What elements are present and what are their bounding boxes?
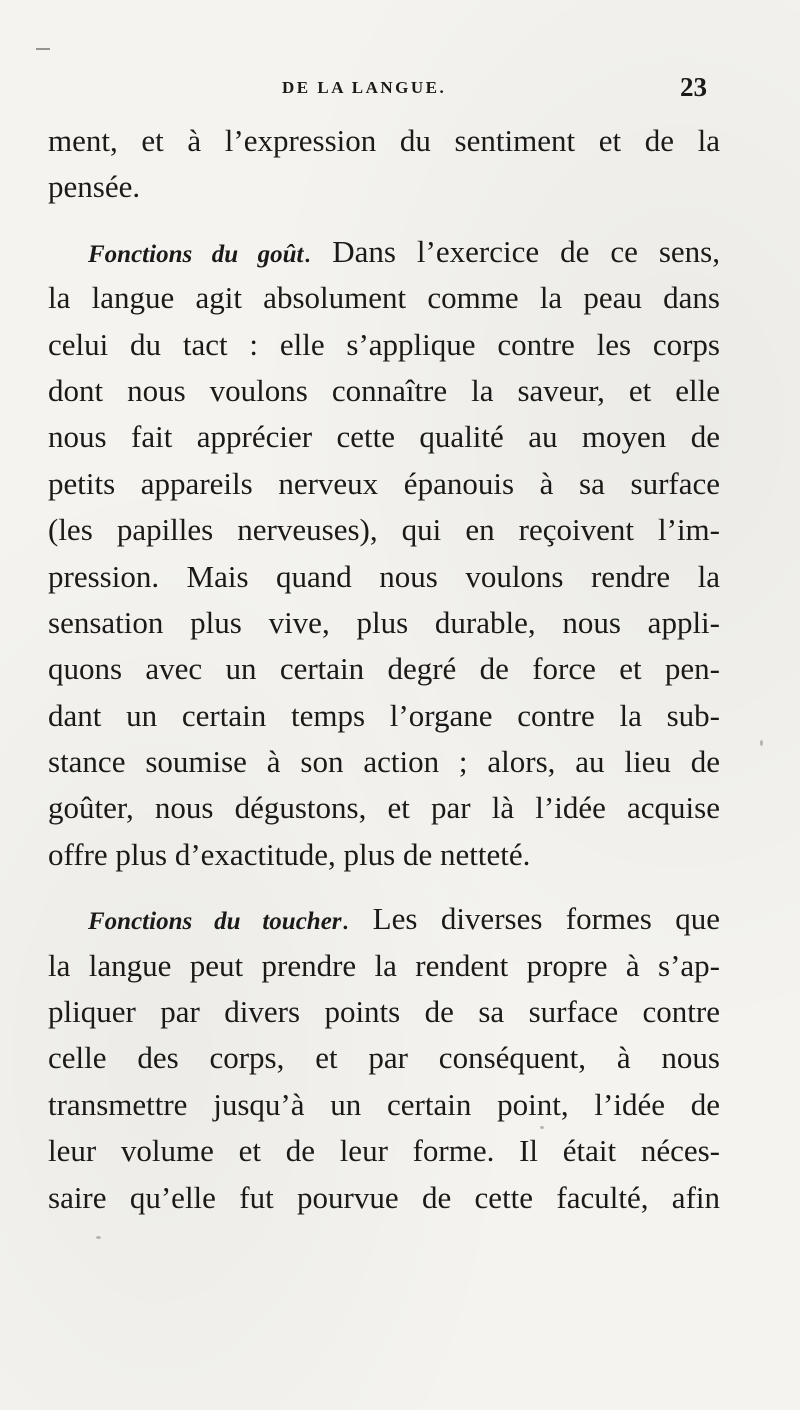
section-heading-touch: Fonctions du toucher [88,908,342,936]
text-line: ment, et à l’expression du sentiment et de la [48,123,720,158]
text-line: nous fait apprécier cette qualité au moyen de [48,419,720,455]
text-line: celui du tact : elle s’applique contre les corps [48,326,720,362]
text-line: dant un certain temps l’organe contre la sub- [48,697,720,733]
text-line: pression. Mais quand nous voulons rendre la [48,558,720,594]
running-head: DE LA LANGUE. [282,78,447,97]
text-line: transmettre jusqu’à un certain point, l’idée de [48,1086,720,1122]
paragraph-taste [48,229,720,878]
text-line: dont nous voulons connaître la saveur, et elle [48,372,720,408]
body-text [48,118,720,1221]
text-line: pliquer par divers points de sa surface contre [48,994,720,1030]
section-heading-taste: Fonctions du goût [88,240,304,268]
text-line: petits appareils nerveux épanouis à sa surface [48,465,720,501]
text-line: sensation plus vive, plus durable, nous appli- [48,604,720,640]
text-line: la langue peut prendre la rendent propre à s’ap- [48,947,720,983]
text-line: saire qu’elle fut pourvue de cette faculté, afin [48,1179,720,1215]
text-line: quons avec un certain degré de force et pen- [48,651,720,687]
page-number: 23 [680,72,707,102]
text-line: offre plus d’exactitude, plus de netteté. [48,836,531,872]
scan-edge-mark [36,48,50,50]
scan-speck [96,1236,101,1239]
text-line: la langue agit absolument comme la peau dans [48,280,720,316]
text-line: leur volume et de leur forme. Il était néces- [48,1133,720,1169]
text-line: goûter, nous dégustons, et par là l’idée acquise [48,790,720,826]
paragraph-continuation [48,118,720,211]
text-line: celle des corps, et par conséquent, à nous [48,1040,720,1076]
text-line: stance soumise à son action ; alors, au lieu de [48,744,720,780]
text-line [48,896,720,942]
page-header [0,74,800,104]
paragraph-touch [48,896,720,1221]
text-line-rest: . Les diverses formes que [341,901,721,937]
text-line: (les papilles nerveuses), qui en reçoivent l’im- [48,512,720,548]
text-line [48,229,720,275]
scan-speck [760,740,763,746]
text-line-rest: . Dans l’exercice de ce sens, [303,233,720,269]
scan-speck [540,1126,544,1129]
text-line: pensée. [48,169,141,205]
